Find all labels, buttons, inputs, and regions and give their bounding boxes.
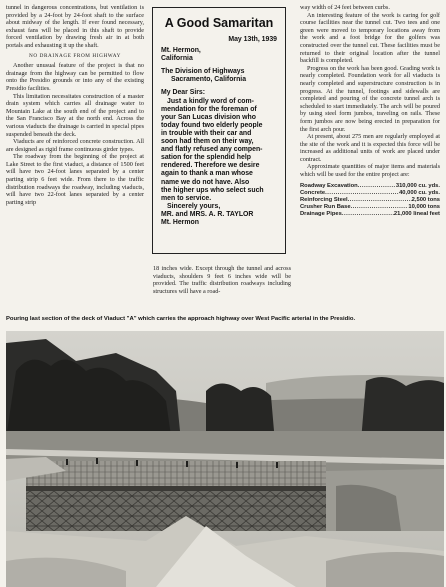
body-line: today found two elderly people (161, 121, 263, 129)
construction-photo (6, 331, 444, 587)
recipient-line: Sacramento, California (171, 76, 247, 84)
middle-column (153, 265, 291, 295)
quantity-item: Reinforcing Steel (300, 196, 348, 203)
left-column (6, 4, 144, 206)
body-line: Just a kindly word of com- (167, 97, 254, 105)
body-line: rendered. Therefore we desire (161, 162, 260, 170)
letter-body (161, 98, 277, 203)
paragraph: 18 inches wide. Except through the tunnel and across viaducts, shoulders 9 feet 6 inches wide will be provided. The traffic distribution roadways including structures will have a road- (153, 265, 291, 295)
paragraph: Another unusual feature of the project is that no drainage from the highway can be permitted to flow onto the Presidio grounds or into any of the existing Presidio facilities. (6, 62, 144, 92)
closing: Sincerely yours, (167, 202, 221, 210)
paragraph: An interesting feature of the work is caring for golf course facilities near the tunnel cut. Two tees and one green were moved to temporary locations away from the work and a foot bridge for the golfers was constructed over the tunnel cut. These facilities must be returned to their original location after the tunnel backfill is completed. (300, 11, 440, 65)
paragraph: Approximate quantities of major items and materials which will be used for the entire project are: (300, 163, 440, 179)
right-column (300, 4, 440, 218)
body-line: your San Lucas division who (161, 113, 256, 121)
paragraph: The roadway from the beginning of the project at Lake Street to the first viaduct, a distance of 1500 feet will have two 24-foot lanes separated by a center parting strip 6 feet wide. From there to the traffic distribution roadways the roadway, including viaducts, will have two 22-foot lanes separated by a center parting strip (6, 153, 144, 206)
letter-date: May 13th, 1939 (228, 36, 277, 43)
body-line: and flatly refused any compen- (161, 146, 263, 154)
letter-title: A Good Samaritan (164, 16, 274, 30)
paragraph: This limitation necessitates construction of a master drain system which carries all drainage water to Mountain Lake at the south end of the project and to the San Francisco Bay at the north end. Across the various viaducts the drainage is carried in special pipes suspended beneath the deck. (6, 92, 144, 138)
quantity-row (300, 204, 440, 211)
quantity-row (300, 190, 440, 197)
quantity-amount: 10,000 tons (408, 203, 440, 210)
quantity-row (300, 183, 440, 190)
address-line: California (161, 55, 193, 63)
section-subhead: NO DRAINAGE FROM HIGHWAY (29, 52, 121, 59)
quantity-item: Roadway Excavation (300, 182, 358, 189)
quantity-row (300, 211, 440, 218)
body-line: in trouble with their car and (161, 129, 252, 137)
quantity-amount: 40,000 cu. yds. (399, 189, 440, 196)
body-line: men to service. (161, 194, 212, 202)
quantity-amount: 310,000 cu. yds. (395, 182, 440, 189)
paragraph: Progress on the work has been good. Grading work is nearly completed. Foundation work for all viaducts is nearly completed and superstructure construction is in progress. At the tunnel, footings and sidewalls are completed and pouring of the concrete tunnel arch is scheduled to start immediately. The arch will be poured by using steel form jumbos, traveling on rails. These form jumbos are now being erected in preparation for the first arch pour. (300, 64, 440, 133)
body-line: mendation for the foreman of (161, 105, 257, 113)
body-line: soon had them on their way, (161, 138, 254, 146)
paragraph: Viaducts are of reinforced concrete construction. All are designed as rigid frame continuous girder types. (6, 138, 144, 153)
body-line: again to thank a man whose (161, 170, 253, 178)
quantity-item: Concrete (300, 189, 326, 196)
signature-place: Mt. Hermon (161, 218, 199, 226)
quantity-row (300, 197, 440, 204)
signature: MR. and MRS. A. R. TAYLOR (161, 210, 254, 218)
viaduct-photo-illustration (6, 331, 444, 587)
quantity-item: Crusher Run Base (300, 203, 351, 210)
quantities-table (300, 183, 440, 218)
body-line: name we do not have. Also (161, 178, 250, 186)
quantity-item: Drainage Pipes (300, 210, 342, 217)
letter-box (152, 7, 286, 254)
paragraph: tunnel in dangerous concentrations, but ventilation is provided by a 24-foot by 24-foot shaft to the surface about midway of the length. If ever found necessary, exhaust fans will be placed in this shaft to provide forced ventilation by drawing fresh air in at both portals and exhausting it up the shaft. (6, 4, 144, 49)
photo-caption: Pouring last section of the deck of Viaduct "A" which carries the approach highway over West Pacific arterial in the Presidio. (6, 316, 356, 322)
body-line: sation for the splendid help (161, 154, 251, 162)
quantity-amount: 21,000 lineal feet (393, 210, 440, 217)
salutation: My Dear Sirs: (161, 89, 206, 97)
paragraph: way width of 24 feet between curbs. (300, 4, 390, 11)
body-line: the higher ups who select such (161, 186, 264, 194)
address-line: Mt. Hermon, (161, 47, 201, 55)
quantity-amount: 2,500 tons (411, 196, 440, 203)
paragraph: At present, about 275 men are regularly employed at the site of the work and it is expected this force will be increased as additional units of work are placed under contract. (300, 133, 440, 163)
recipient-line: The Division of Highways (161, 68, 245, 76)
